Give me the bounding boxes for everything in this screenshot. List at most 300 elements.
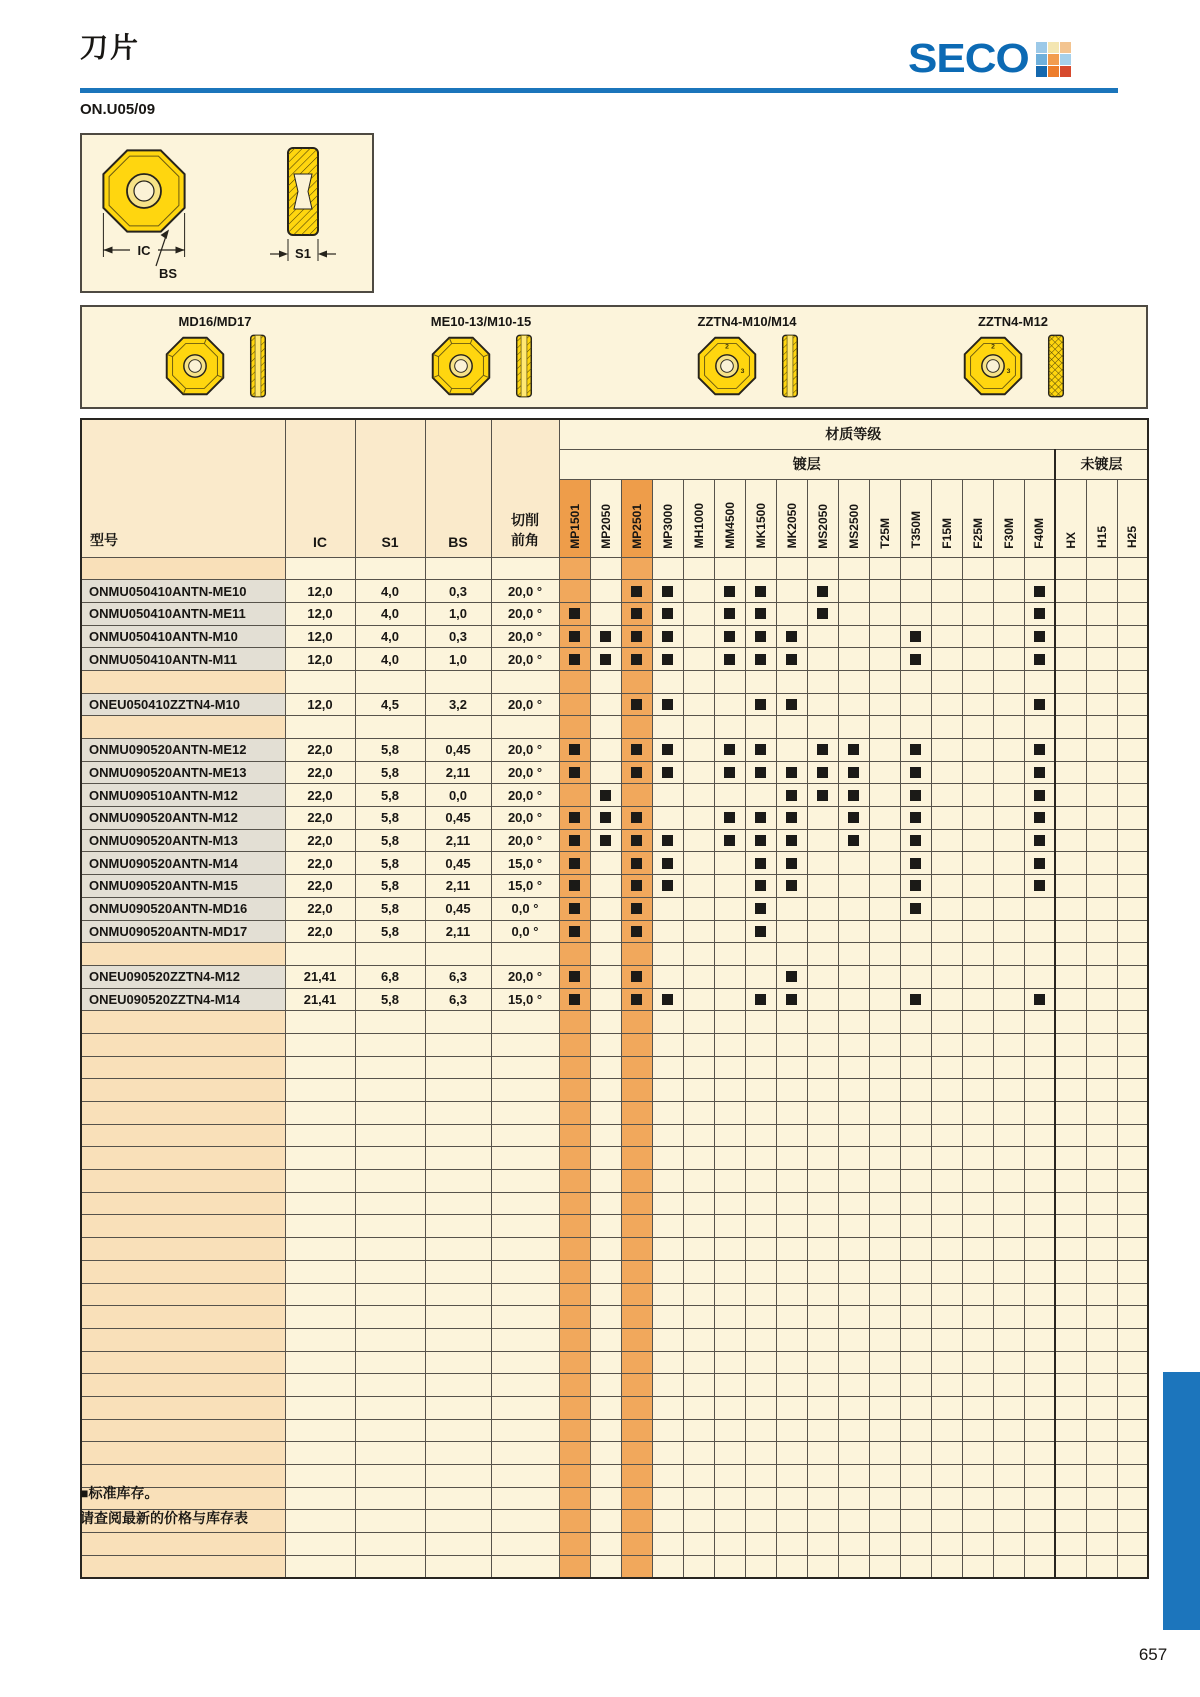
grade-cell-MP1501 — [559, 1033, 590, 1056]
grade-cell-H15 — [1086, 1011, 1117, 1034]
spacer-row — [81, 1260, 1148, 1283]
grade-cell-MS2050 — [807, 1102, 838, 1125]
grade-column-header-MS2050 — [807, 479, 838, 557]
grade-cell-MP1501 — [559, 557, 590, 580]
grade-cell-MS2050 — [807, 897, 838, 920]
grade-cell-F30M — [993, 965, 1024, 988]
grade-cell-F25M — [962, 1351, 993, 1374]
bs-value-cell — [425, 943, 491, 966]
grade-cell-T25M — [869, 1555, 900, 1578]
insert-side-icon — [778, 332, 802, 400]
bs-value-cell — [425, 1283, 491, 1306]
grade-cell-MH1000 — [683, 1260, 714, 1283]
seco-logo-text: SECO — [908, 36, 1029, 82]
grade-cell-F15M — [931, 761, 962, 784]
insert-row — [81, 988, 1148, 1011]
grade-cell-MK2050 — [776, 1465, 807, 1488]
grade-cell-MS2500 — [838, 920, 869, 943]
svg-text:2: 2 — [724, 343, 729, 351]
grade-cell-MK1500 — [745, 602, 776, 625]
grade-cell-MP2501 — [621, 1102, 652, 1125]
grade-column-label: F15M — [939, 517, 954, 549]
grade-cell-F40M — [1024, 1374, 1055, 1397]
grade-cell-MS2500 — [838, 1487, 869, 1510]
grade-cell-MM4500 — [714, 1351, 745, 1374]
grade-cell-MP2501 — [621, 1442, 652, 1465]
logo-color-tile — [1036, 42, 1047, 53]
grade-cell-T25M — [869, 1170, 900, 1193]
rake-value-cell — [491, 1487, 559, 1510]
grade-cell-H15 — [1086, 693, 1117, 716]
grade-cell-F40M — [1024, 670, 1055, 693]
grade-cell-H25 — [1117, 1351, 1148, 1374]
bs-value-cell — [425, 1011, 491, 1034]
grade-column-label: MP3000 — [660, 503, 675, 549]
grade-cell-F15M — [931, 897, 962, 920]
grade-cell-MS2050 — [807, 1056, 838, 1079]
standard-stock-square — [786, 971, 797, 982]
bs-value-cell — [425, 1351, 491, 1374]
grade-cell-F40M — [1024, 1056, 1055, 1079]
grade-cell-H25 — [1117, 1374, 1148, 1397]
grade-cell-F15M — [931, 875, 962, 898]
grade-cell-MP1501 — [559, 920, 590, 943]
grade-cell-H25 — [1117, 1056, 1148, 1079]
standard-stock-square — [569, 880, 580, 891]
grade-column-header-MS2500 — [838, 479, 869, 557]
s1-value-cell: 4,0 — [355, 602, 425, 625]
grade-cell-F30M — [993, 670, 1024, 693]
grade-group-header: 材质等级 — [559, 419, 1148, 449]
grade-cell-MH1000 — [683, 943, 714, 966]
standard-stock-square — [1034, 880, 1045, 891]
s1-value-cell — [355, 1328, 425, 1351]
grade-cell-T25M — [869, 670, 900, 693]
grade-cell-MS2500 — [838, 897, 869, 920]
standard-stock-square — [1034, 654, 1045, 665]
bs-value-cell — [425, 1328, 491, 1351]
grade-cell-MP2501 — [621, 784, 652, 807]
grade-cell-MS2500 — [838, 1238, 869, 1261]
grade-cell-MH1000 — [683, 920, 714, 943]
coated-group-header: 镀层 — [559, 449, 1055, 479]
grade-cell-F15M — [931, 1011, 962, 1034]
grade-cell-MM4500 — [714, 693, 745, 716]
grade-cell-MP1501 — [559, 716, 590, 739]
standard-stock-square — [817, 767, 828, 778]
grade-cell-T350M — [900, 1351, 931, 1374]
grade-cell-HX — [1055, 625, 1086, 648]
grade-cell-MM4500 — [714, 1011, 745, 1034]
grade-cell-MM4500 — [714, 1079, 745, 1102]
ic-value-cell — [285, 1260, 355, 1283]
grade-cell-MS2500 — [838, 1011, 869, 1034]
grade-cell-F25M — [962, 920, 993, 943]
grade-cell-F25M — [962, 943, 993, 966]
grade-cell-MS2500 — [838, 602, 869, 625]
grade-cell-T25M — [869, 557, 900, 580]
standard-stock-square — [631, 812, 642, 823]
insert-row — [81, 602, 1148, 625]
grade-cell-MK2050 — [776, 965, 807, 988]
bs-value-cell — [425, 1033, 491, 1056]
grade-cell-MP3000 — [652, 897, 683, 920]
grade-cell-F15M — [931, 693, 962, 716]
grade-cell-F25M — [962, 739, 993, 762]
grade-cell-MP2501 — [621, 1306, 652, 1329]
standard-stock-square — [631, 699, 642, 710]
grade-cell-MP3000 — [652, 1079, 683, 1102]
spacer-row — [81, 557, 1148, 580]
grade-cell-MP2501 — [621, 988, 652, 1011]
grade-cell-MS2050 — [807, 739, 838, 762]
grade-cell-MP3000 — [652, 1238, 683, 1261]
grade-cell-H15 — [1086, 1170, 1117, 1193]
grade-cell-MH1000 — [683, 1147, 714, 1170]
grade-cell-MK1500 — [745, 1555, 776, 1578]
spacer-row — [81, 1192, 1148, 1215]
grade-cell-H25 — [1117, 965, 1148, 988]
s1-value-cell: 5,8 — [355, 897, 425, 920]
grade-cell-MP3000 — [652, 965, 683, 988]
grade-cell-MP2501 — [621, 1124, 652, 1147]
insert-row — [81, 648, 1148, 671]
insert-dimension-diagram — [82, 135, 372, 291]
grade-cell-F15M — [931, 1033, 962, 1056]
grade-cell-F25M — [962, 1033, 993, 1056]
grade-cell-H25 — [1117, 648, 1148, 671]
standard-stock-square — [910, 880, 921, 891]
grade-cell-F30M — [993, 557, 1024, 580]
grade-cell-H25 — [1117, 807, 1148, 830]
ic-value-cell — [285, 716, 355, 739]
spacer-row — [81, 670, 1148, 693]
grade-cell-H15 — [1086, 829, 1117, 852]
logo-color-tile — [1036, 66, 1047, 77]
grade-cell-MP2050 — [590, 739, 621, 762]
grade-cell-MP2501 — [621, 1170, 652, 1193]
grade-cell-MS2050 — [807, 1555, 838, 1578]
grade-cell-T25M — [869, 807, 900, 830]
grade-cell-HX — [1055, 648, 1086, 671]
grade-cell-T25M — [869, 1328, 900, 1351]
grade-cell-H25 — [1117, 1510, 1148, 1533]
logo-color-tile — [1060, 66, 1071, 77]
grade-cell-F40M — [1024, 1555, 1055, 1578]
grade-cell-F40M — [1024, 739, 1055, 762]
standard-stock-square — [569, 971, 580, 982]
grade-cell-MK2050 — [776, 1328, 807, 1351]
dim-label-bs: BS — [159, 266, 178, 281]
grade-cell-F25M — [962, 1533, 993, 1556]
grade-cell-HX — [1055, 1442, 1086, 1465]
rake-value-cell — [491, 1351, 559, 1374]
grade-cell-F40M — [1024, 852, 1055, 875]
grade-cell-T350M — [900, 875, 931, 898]
grade-cell-MP1501 — [559, 1238, 590, 1261]
ic-value-cell: 12,0 — [285, 602, 355, 625]
bs-value-cell — [425, 1056, 491, 1079]
spacer-row — [81, 1056, 1148, 1079]
grade-cell-MH1000 — [683, 1079, 714, 1102]
grade-cell-F25M — [962, 829, 993, 852]
grade-cell-MP2050 — [590, 1260, 621, 1283]
grade-cell-MK1500 — [745, 761, 776, 784]
s1-value-cell — [355, 1555, 425, 1578]
grade-cell-MP1501 — [559, 1374, 590, 1397]
s1-value-cell: 4,0 — [355, 648, 425, 671]
grade-cell-F15M — [931, 602, 962, 625]
grade-cell-MS2050 — [807, 829, 838, 852]
grade-cell-MM4500 — [714, 625, 745, 648]
grade-cell-F25M — [962, 625, 993, 648]
grade-cell-T25M — [869, 1487, 900, 1510]
grade-cell-MP3000 — [652, 920, 683, 943]
grade-cell-HX — [1055, 1011, 1086, 1034]
grade-column-header-F40M — [1024, 479, 1055, 557]
insert-type-group — [614, 307, 880, 407]
grade-cell-T350M — [900, 784, 931, 807]
standard-stock-square — [817, 790, 828, 801]
grade-cell-MM4500 — [714, 648, 745, 671]
grade-cell-MP3000 — [652, 1442, 683, 1465]
standard-stock-square — [631, 586, 642, 597]
grade-cell-MS2050 — [807, 602, 838, 625]
grade-cell-MS2500 — [838, 1033, 869, 1056]
grade-cell-MK1500 — [745, 1465, 776, 1488]
grade-cell-MP2050 — [590, 920, 621, 943]
grade-cell-F15M — [931, 1238, 962, 1261]
standard-stock-square — [724, 631, 735, 642]
grade-cell-H25 — [1117, 920, 1148, 943]
grade-cell-MP3000 — [652, 1033, 683, 1056]
grade-cell-F15M — [931, 1192, 962, 1215]
s1-value-cell — [355, 1124, 425, 1147]
ic-value-cell — [285, 1215, 355, 1238]
grade-cell-H25 — [1117, 1192, 1148, 1215]
grade-cell-H25 — [1117, 1215, 1148, 1238]
grade-cell-F40M — [1024, 875, 1055, 898]
grade-cell-H15 — [1086, 670, 1117, 693]
grade-cell-H15 — [1086, 1487, 1117, 1510]
rake-value-cell: 20,0 ° — [491, 602, 559, 625]
grade-cell-MP2501 — [621, 1283, 652, 1306]
bs-value-cell — [425, 1238, 491, 1261]
grade-cell-H15 — [1086, 1555, 1117, 1578]
grade-cell-MK1500 — [745, 965, 776, 988]
insert-type-icons — [693, 332, 802, 400]
grade-cell-H25 — [1117, 1147, 1148, 1170]
grade-cell-MS2050 — [807, 1147, 838, 1170]
grade-cell-MP1501 — [559, 670, 590, 693]
grade-column-header-F25M — [962, 479, 993, 557]
grade-cell-F30M — [993, 1011, 1024, 1034]
grade-cell-MP3000 — [652, 1147, 683, 1170]
grade-cell-MS2050 — [807, 784, 838, 807]
grade-cell-H15 — [1086, 1396, 1117, 1419]
grade-cell-F40M — [1024, 965, 1055, 988]
standard-stock-square — [848, 812, 859, 823]
rake-value-cell — [491, 1442, 559, 1465]
grade-cell-F40M — [1024, 1328, 1055, 1351]
grade-cell-F25M — [962, 1079, 993, 1102]
grade-cell-MM4500 — [714, 1260, 745, 1283]
svg-text:3: 3 — [1006, 367, 1010, 375]
seco-logo-mark-icon — [1036, 42, 1071, 77]
grade-cell-T25M — [869, 1351, 900, 1374]
rake-value-cell — [491, 1215, 559, 1238]
grade-cell-MP3000 — [652, 784, 683, 807]
standard-stock-square — [600, 654, 611, 665]
model-cell: ONMU050410ANTN-ME10 — [81, 580, 285, 603]
grade-cell-MP1501 — [559, 1555, 590, 1578]
insert-row — [81, 965, 1148, 988]
grade-cell-MS2050 — [807, 625, 838, 648]
grade-cell-MP2050 — [590, 1033, 621, 1056]
grade-cell-F25M — [962, 648, 993, 671]
s1-value-cell — [355, 1419, 425, 1442]
bs-value-cell — [425, 670, 491, 693]
standard-stock-square — [910, 812, 921, 823]
standard-stock-square — [755, 586, 766, 597]
grade-cell-MK2050 — [776, 1238, 807, 1261]
grade-cell-MS2050 — [807, 1465, 838, 1488]
grade-cell-MP3000 — [652, 1374, 683, 1397]
standard-stock-square — [755, 858, 766, 869]
bs-value-cell: 0,3 — [425, 625, 491, 648]
grade-cell-T25M — [869, 1192, 900, 1215]
insert-row — [81, 693, 1148, 716]
grade-cell-F25M — [962, 807, 993, 830]
grade-cell-MP1501 — [559, 1328, 590, 1351]
bs-value-cell: 2,11 — [425, 920, 491, 943]
grade-cell-MH1000 — [683, 1238, 714, 1261]
grade-cell-T25M — [869, 1215, 900, 1238]
grade-cell-MK1500 — [745, 1419, 776, 1442]
ic-value-cell: 12,0 — [285, 625, 355, 648]
grade-cell-MP3000 — [652, 852, 683, 875]
ic-value-cell — [285, 1419, 355, 1442]
logo-color-tile — [1060, 42, 1071, 53]
grade-cell-MP2050 — [590, 1374, 621, 1397]
grade-cell-F15M — [931, 1260, 962, 1283]
s1-value-cell — [355, 1170, 425, 1193]
grade-cell-MP2501 — [621, 1533, 652, 1556]
model-cell — [81, 1374, 285, 1397]
grade-cell-MP2050 — [590, 670, 621, 693]
model-cell: ONMU090520ANTN-M14 — [81, 852, 285, 875]
grade-cell-HX — [1055, 602, 1086, 625]
grade-cell-H25 — [1117, 784, 1148, 807]
grade-cell-MS2500 — [838, 670, 869, 693]
grade-cell-T350M — [900, 1328, 931, 1351]
grade-cell-MP1501 — [559, 1487, 590, 1510]
standard-stock-square — [786, 654, 797, 665]
grade-cell-MS2500 — [838, 1147, 869, 1170]
insert-row — [81, 829, 1148, 852]
model-cell: ONMU090520ANTN-MD17 — [81, 920, 285, 943]
grade-column-header-F30M — [993, 479, 1024, 557]
grade-cell-MP2050 — [590, 1419, 621, 1442]
grade-cell-F40M — [1024, 761, 1055, 784]
grade-cell-H15 — [1086, 1033, 1117, 1056]
grade-cell-MH1000 — [683, 1283, 714, 1306]
bs-value-cell: 0,45 — [425, 739, 491, 762]
grade-cell-F30M — [993, 920, 1024, 943]
ic-value-cell — [285, 1033, 355, 1056]
model-cell — [81, 670, 285, 693]
standard-stock-square — [755, 631, 766, 642]
grade-cell-MP3000 — [652, 1465, 683, 1488]
bs-value-cell: 0,0 — [425, 784, 491, 807]
standard-stock-square — [600, 631, 611, 642]
standard-stock-square — [1034, 699, 1045, 710]
grade-cell-F30M — [993, 1238, 1024, 1261]
insert-row — [81, 920, 1148, 943]
standard-stock-square — [755, 812, 766, 823]
standard-stock-square — [631, 767, 642, 778]
spacer-row — [81, 1396, 1148, 1419]
rake-value-cell — [491, 1283, 559, 1306]
grade-cell-MP2050 — [590, 1079, 621, 1102]
grade-cell-MP3000 — [652, 1102, 683, 1125]
standard-stock-square — [662, 699, 673, 710]
grade-cell-F15M — [931, 1442, 962, 1465]
grade-cell-F15M — [931, 1351, 962, 1374]
grade-cell-F15M — [931, 1306, 962, 1329]
grade-cell-MP3000 — [652, 716, 683, 739]
grade-cell-MP2050 — [590, 1487, 621, 1510]
insert-side-icon — [246, 332, 270, 400]
s1-value-cell — [355, 1487, 425, 1510]
grade-cell-MK1500 — [745, 580, 776, 603]
grade-cell-MS2050 — [807, 580, 838, 603]
grade-cell-MK1500 — [745, 807, 776, 830]
ic-value-cell: 22,0 — [285, 829, 355, 852]
grade-cell-H15 — [1086, 852, 1117, 875]
ic-value-cell: 12,0 — [285, 580, 355, 603]
grade-cell-T25M — [869, 693, 900, 716]
grade-cell-F30M — [993, 1192, 1024, 1215]
grade-cell-HX — [1055, 1102, 1086, 1125]
grade-cell-MK2050 — [776, 1351, 807, 1374]
grade-cell-T25M — [869, 1011, 900, 1034]
grade-cell-MP1501 — [559, 1510, 590, 1533]
bs-value-cell — [425, 1533, 491, 1556]
grade-cell-MP2050 — [590, 1555, 621, 1578]
grade-cell-MP3000 — [652, 1533, 683, 1556]
insert-face-icon — [959, 332, 1027, 400]
grade-cell-HX — [1055, 693, 1086, 716]
grade-cell-H25 — [1117, 988, 1148, 1011]
grade-cell-MH1000 — [683, 670, 714, 693]
grade-cell-F40M — [1024, 1396, 1055, 1419]
model-cell — [81, 1306, 285, 1329]
column-header-ic: IC — [285, 419, 355, 557]
grade-cell-T350M — [900, 1533, 931, 1556]
standard-stock-square — [631, 903, 642, 914]
grade-cell-MS2500 — [838, 1533, 869, 1556]
grade-cell-F15M — [931, 1374, 962, 1397]
grade-cell-MP3000 — [652, 739, 683, 762]
grade-cell-MP3000 — [652, 943, 683, 966]
grade-cell-MK2050 — [776, 1124, 807, 1147]
grade-cell-MK2050 — [776, 580, 807, 603]
standard-stock-square — [1034, 744, 1045, 755]
grade-cell-MS2050 — [807, 920, 838, 943]
grade-cell-H15 — [1086, 716, 1117, 739]
svg-text:3: 3 — [740, 367, 744, 375]
